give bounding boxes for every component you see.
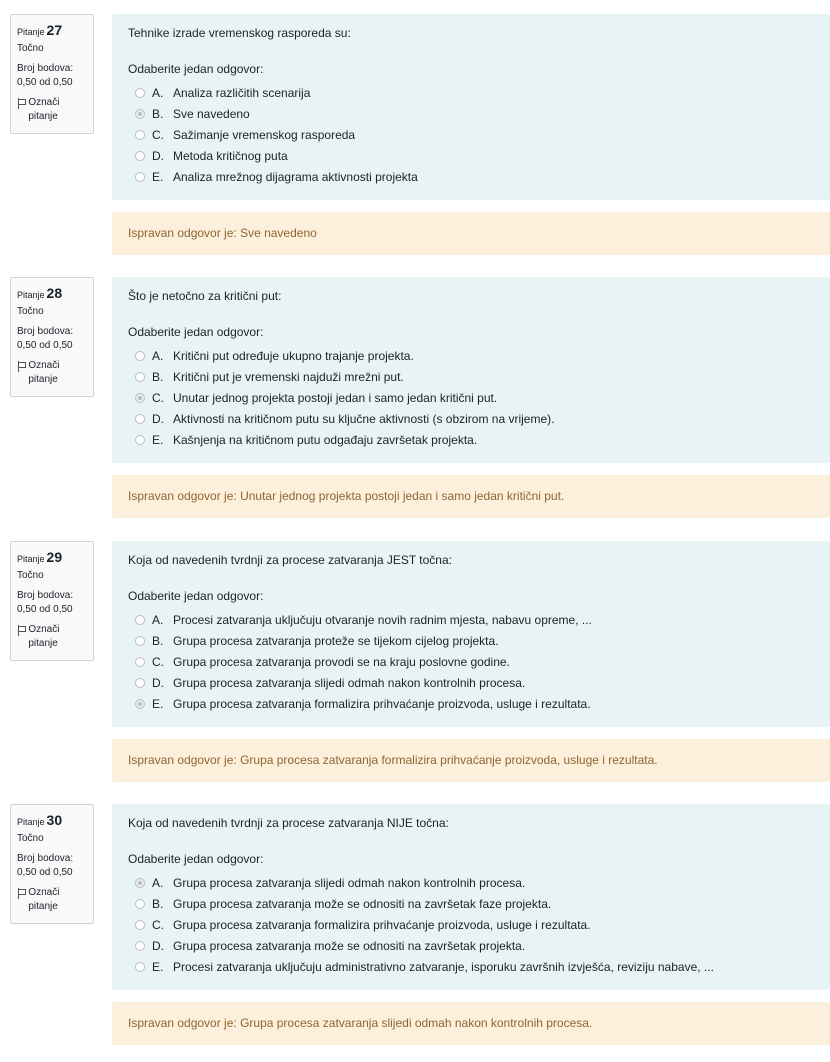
question-label: Pitanje: [17, 554, 45, 564]
question-formulation: [112, 277, 830, 463]
answer-option[interactable]: [128, 935, 814, 956]
question-number-line: [17, 22, 87, 40]
answer-option[interactable]: [128, 956, 814, 977]
question-number: 28: [46, 285, 63, 301]
question-label: Pitanje: [17, 290, 45, 300]
answer-letter: D.: [152, 938, 164, 953]
grade-label: Broj bodova:: [17, 326, 74, 337]
answer-text: Grupa procesa zatvaranja slijedi odmah nakon kontrolnih procesa.: [173, 875, 526, 890]
question-text: Što je netočno za kritični put:: [128, 289, 282, 303]
radio-button[interactable]: [135, 920, 145, 930]
question-grade: [17, 589, 87, 617]
answer-option[interactable]: [128, 693, 814, 714]
answer-text: Sažimanje vremenskog rasporeda: [173, 127, 356, 142]
radio-button[interactable]: [135, 878, 145, 888]
grade-value: 0,50 od 0,50: [17, 77, 73, 88]
answer-letter: A.: [152, 348, 164, 363]
answer-text: Sve navedeno: [173, 106, 250, 121]
flag-label: Označi pitanje: [28, 360, 60, 385]
answer-list: [128, 345, 814, 450]
answer-option[interactable]: [128, 893, 814, 914]
answer-letter: E.: [152, 432, 164, 447]
answer-option[interactable]: [128, 82, 814, 103]
answer-option[interactable]: [128, 429, 814, 450]
question-number-line: [17, 549, 87, 567]
radio-button[interactable]: [135, 699, 145, 709]
radio-button[interactable]: [135, 372, 145, 382]
answer-letter: B.: [152, 896, 164, 911]
radio-button[interactable]: [135, 636, 145, 646]
radio-button[interactable]: [135, 109, 145, 119]
correct-answer-feedback: Ispravan odgovor je: Grupa procesa zatvaranja slijedi odmah nakon kontrolnih procesa.: [112, 1002, 830, 1045]
answer-letter: C.: [152, 654, 164, 669]
answer-option[interactable]: [128, 630, 814, 651]
flag-label: Označi pitanje: [28, 624, 60, 649]
answer-letter: D.: [152, 411, 164, 426]
question-info: [10, 541, 94, 661]
answer-text: Grupa procesa zatvaranja može se odnositi na završetak faze projekta.: [173, 896, 552, 911]
grade-value: 0,50 od 0,50: [17, 604, 73, 615]
answer-letter: B.: [152, 633, 164, 648]
flag-question-link[interactable]: [17, 96, 87, 124]
answer-text: Kritični put je vremenski najduži mrežni put.: [173, 369, 404, 384]
radio-button[interactable]: [135, 615, 145, 625]
question-state: Točno: [17, 43, 44, 54]
answer-list: [128, 82, 814, 187]
answer-text: Unutar jednog projekta postoji jedan i samo jedan kritični put.: [173, 390, 498, 405]
radio-button[interactable]: [135, 393, 145, 403]
answer-option[interactable]: [128, 872, 814, 893]
question-number: 27: [46, 22, 63, 38]
answer-option[interactable]: [128, 345, 814, 366]
radio-button[interactable]: [135, 88, 145, 98]
answer-option[interactable]: [128, 166, 814, 187]
flag-question-link[interactable]: [17, 623, 87, 651]
answer-option[interactable]: [128, 366, 814, 387]
flag-icon: [17, 625, 25, 636]
answer-text: Grupa procesa zatvaranja slijedi odmah nakon kontrolnih procesa.: [173, 675, 526, 690]
correct-answer-feedback: Ispravan odgovor je: Unutar jednog projekta postoji jedan i samo jedan kritični put.: [112, 475, 830, 518]
answer-option[interactable]: [128, 387, 814, 408]
answer-letter: A.: [152, 875, 164, 890]
answer-letter: C.: [152, 127, 164, 142]
answer-text: Aktivnosti na kritičnom putu su ključne aktivnosti (s obzirom na vrijeme).: [173, 411, 555, 426]
answer-option[interactable]: [128, 103, 814, 124]
answer-text: Kašnjenja na kritičnom putu odgađaju završetak projekta.: [173, 432, 478, 447]
question-info: [10, 804, 94, 924]
answer-text: Grupa procesa zatvaranja može se odnositi na završetak projekta.: [173, 938, 526, 953]
answer-letter: A.: [152, 612, 164, 627]
answer-option[interactable]: [128, 914, 814, 935]
radio-button[interactable]: [135, 414, 145, 424]
question-state: Točno: [17, 833, 44, 844]
answer-prompt: Odaberite jedan odgovor:: [128, 589, 264, 603]
answer-text: Grupa procesa zatvaranja formalizira prihvaćanje proizvoda, usluge i rezultata.: [173, 917, 591, 932]
question-formulation: [112, 804, 830, 990]
answer-list: [128, 872, 814, 977]
answer-letter: C.: [152, 390, 164, 405]
answer-prompt: Odaberite jedan odgovor:: [128, 62, 264, 76]
question-text: Koja od navedenih tvrdnji za procese zatvaranja JEST točna:: [128, 553, 452, 567]
answer-letter: A.: [152, 85, 164, 100]
answer-text: Grupa procesa zatvaranja formalizira prihvaćanje proizvoda, usluge i rezultata.: [173, 696, 591, 711]
answer-text: Analiza mrežnog dijagrama aktivnosti projekta: [173, 169, 418, 184]
answer-text: Procesi zatvaranja uključuju otvaranje novih radnim mjesta, nabavu opreme, ...: [173, 612, 592, 627]
grade-label: Broj bodova:: [17, 63, 74, 74]
answer-option[interactable]: [128, 651, 814, 672]
question-text: Tehnike izrade vremenskog rasporeda su:: [128, 26, 351, 40]
flag-question-link[interactable]: [17, 886, 87, 914]
answer-prompt: Odaberite jedan odgovor:: [128, 325, 264, 339]
question-number-line: [17, 812, 87, 830]
flag-label: Označi pitanje: [28, 97, 60, 122]
answer-prompt: Odaberite jedan odgovor:: [128, 852, 264, 866]
question-state: Točno: [17, 306, 44, 317]
question-formulation: [112, 14, 830, 200]
radio-button[interactable]: [135, 172, 145, 182]
answer-list: [128, 609, 814, 714]
answer-letter: C.: [152, 917, 164, 932]
grade-label: Broj bodova:: [17, 590, 74, 601]
flag-icon: [17, 98, 25, 109]
answer-text: Analiza različitih scenarija: [173, 85, 311, 100]
question-number: 29: [46, 549, 63, 565]
question-grade: [17, 62, 87, 90]
answer-option[interactable]: [128, 408, 814, 429]
question-number-line: [17, 285, 87, 303]
answer-text: Grupa procesa zatvaranja proteže se tijekom cijelog projekta.: [173, 633, 499, 648]
answer-letter: E.: [152, 169, 164, 184]
answer-option[interactable]: [128, 672, 814, 693]
question-label: Pitanje: [17, 817, 45, 827]
question-number: 30: [46, 812, 63, 828]
answer-letter: D.: [152, 675, 164, 690]
radio-button[interactable]: [135, 941, 145, 951]
answer-letter: D.: [152, 148, 164, 163]
flag-label: Označi pitanje: [28, 887, 60, 912]
answer-text: Grupa procesa zatvaranja provodi se na kraju poslovne godine.: [173, 654, 510, 669]
radio-button[interactable]: [135, 657, 145, 667]
question-info: [10, 277, 94, 397]
answer-option[interactable]: [128, 124, 814, 145]
flag-icon: [17, 361, 25, 372]
question-state: Točno: [17, 570, 44, 581]
radio-button[interactable]: [135, 678, 145, 688]
grade-label: Broj bodova:: [17, 853, 74, 864]
question-text: Koja od navedenih tvrdnji za procese zatvaranja NIJE točna:: [128, 816, 449, 830]
grade-value: 0,50 od 0,50: [17, 867, 73, 878]
answer-option[interactable]: [128, 609, 814, 630]
radio-button[interactable]: [135, 962, 145, 972]
question-label: Pitanje: [17, 27, 45, 37]
radio-button[interactable]: [135, 130, 145, 140]
answer-text: Metoda kritičnog puta: [173, 148, 288, 163]
answer-option[interactable]: [128, 145, 814, 166]
question-grade: [17, 852, 87, 880]
correct-answer-feedback: Ispravan odgovor je: Sve navedeno: [112, 212, 830, 255]
question-grade: [17, 325, 87, 353]
flag-question-link[interactable]: [17, 359, 87, 387]
question-info: [10, 14, 94, 134]
answer-text: Procesi zatvaranja uključuju administrativno zatvaranje, isporuku završnih izvješća, reviziju nabave, ...: [173, 959, 714, 974]
answer-letter: B.: [152, 369, 164, 384]
answer-letter: E.: [152, 696, 164, 711]
flag-icon: [17, 888, 25, 899]
grade-value: 0,50 od 0,50: [17, 340, 73, 351]
question-formulation: [112, 541, 830, 727]
radio-button[interactable]: [135, 351, 145, 361]
answer-letter: E.: [152, 959, 164, 974]
radio-button[interactable]: [135, 151, 145, 161]
answer-letter: B.: [152, 106, 164, 121]
answer-text: Kritični put određuje ukupno trajanje projekta.: [173, 348, 414, 363]
correct-answer-feedback: Ispravan odgovor je: Grupa procesa zatvaranja formalizira prihvaćanje proizvoda, usluge i rezultata.: [112, 739, 830, 782]
radio-button[interactable]: [135, 435, 145, 445]
radio-button[interactable]: [135, 899, 145, 909]
